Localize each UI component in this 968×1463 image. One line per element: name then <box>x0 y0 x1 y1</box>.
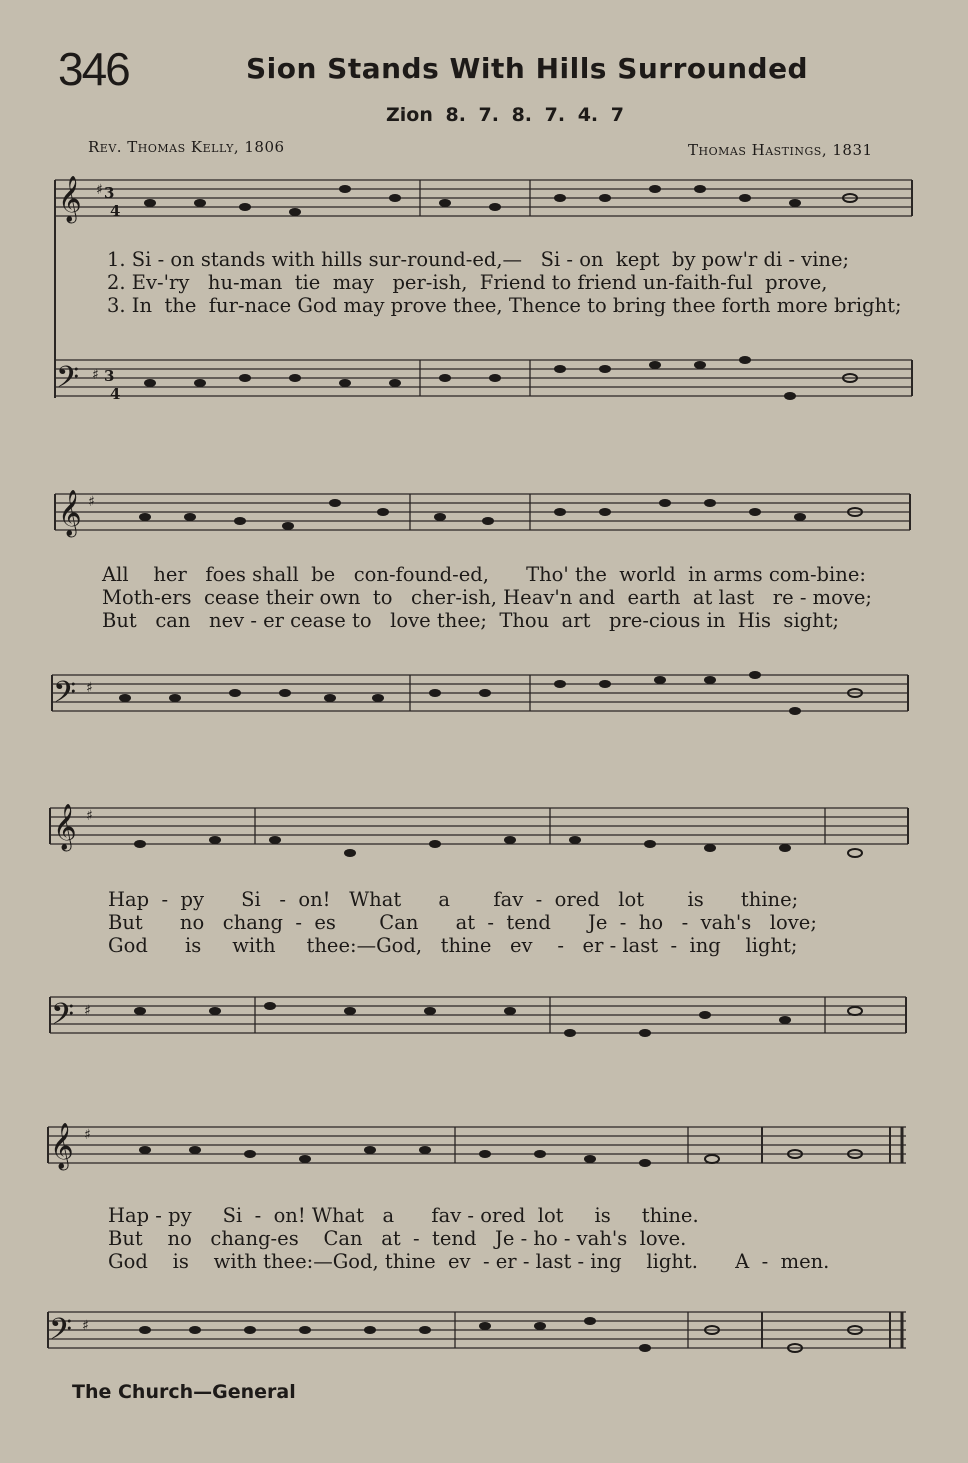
svg-text:𝄞: 𝄞 <box>58 490 82 536</box>
svg-text:3: 3 <box>104 367 115 385</box>
bass-staff-1 <box>0 345 968 425</box>
hymn-number: 346 <box>58 43 129 95</box>
tune-name-meter: Zion 8. 7. 8. 7. 4. 7 <box>386 104 624 126</box>
lyrics-system-1 <box>107 248 902 317</box>
svg-text:𝄞: 𝄞 <box>58 176 82 222</box>
composer-credit: Thomas Hastings, 1831 <box>688 141 873 159</box>
lyricist-credit: Rev. Thomas Kelly, 1806 <box>88 138 285 156</box>
hymn-title: Sion Stands With Hills Surrounded <box>246 52 809 85</box>
verse-2-line-2: Moth-ers cease their own to cher-ish, Heav'n and earth at last re - move; <box>102 586 872 609</box>
svg-text:𝄞: 𝄞 <box>53 804 77 850</box>
bass-staff-4 <box>0 1300 968 1380</box>
lyrics-system-4 <box>108 1204 829 1273</box>
treble-staff-1 <box>0 168 968 248</box>
verse-1-line-3: Hap - py Si - on! What a fav - ored lot is thine; <box>108 888 799 911</box>
verse-2-line-3: But no chang - es Can at - tend Je - ho - vah's love; <box>108 911 817 934</box>
verse-2-line-1: 2. Ev-'ry hu-man tie may per-ish, Friend to friend un-faith-ful prove, <box>107 271 828 294</box>
svg-text:♯: ♯ <box>96 182 103 198</box>
svg-text:♯: ♯ <box>86 680 93 696</box>
svg-text:♯: ♯ <box>84 1003 91 1019</box>
verse-1-line-1: 1. Si - on stands with hills sur-round-ed,— Si - on kept by pow'r di - vine; <box>107 248 850 271</box>
svg-text:4: 4 <box>110 385 121 403</box>
svg-text:♯: ♯ <box>92 367 99 383</box>
svg-text:3: 3 <box>104 184 115 202</box>
verse-3-line-2: But can nev - er cease to love thee; Thou art pre-cious in His sight; <box>102 609 840 632</box>
svg-text:♯: ♯ <box>84 1127 91 1143</box>
lyrics-system-3 <box>108 888 817 957</box>
svg-text:4: 4 <box>110 202 121 220</box>
bass-staff-2 <box>0 660 968 740</box>
verse-3-line-3: God is with thee:—God, thine ev - er - last - ing light; <box>108 934 798 957</box>
svg-text:♯: ♯ <box>82 1318 89 1334</box>
section-label: The Church—General <box>72 1381 296 1403</box>
bass-staff-3 <box>0 985 968 1065</box>
svg-text:♯: ♯ <box>88 494 95 510</box>
verse-1-line-2: All her foes shall be con-found-ed, Tho' the world in arms com-bine: <box>102 563 866 586</box>
verse-2-line-4: But no chang-es Can at - tend Je - ho - vah's love. <box>108 1227 687 1250</box>
treble-staff-3 <box>0 800 968 880</box>
svg-text:𝄞: 𝄞 <box>50 1123 74 1169</box>
lyrics-system-2 <box>102 563 872 632</box>
svg-text:𝄢: 𝄢 <box>53 676 77 717</box>
treble-staff-2 <box>0 482 968 562</box>
verse-3-line-1: 3. In the fur-nace God may prove thee, Thence to bring thee forth more bright; <box>107 294 902 317</box>
svg-text:𝄢: 𝄢 <box>51 998 75 1039</box>
svg-text:𝄢: 𝄢 <box>49 1313 73 1354</box>
svg-text:♯: ♯ <box>86 808 93 824</box>
verse-3-line-4: God is with thee:—God, thine ev - er - last - ing light. A - men. <box>108 1250 830 1273</box>
svg-text:𝄢: 𝄢 <box>56 361 80 402</box>
treble-staff-4 <box>0 1115 968 1195</box>
verse-1-line-4: Hap - py Si - on! What a fav - ored lot is thine. <box>108 1204 699 1227</box>
